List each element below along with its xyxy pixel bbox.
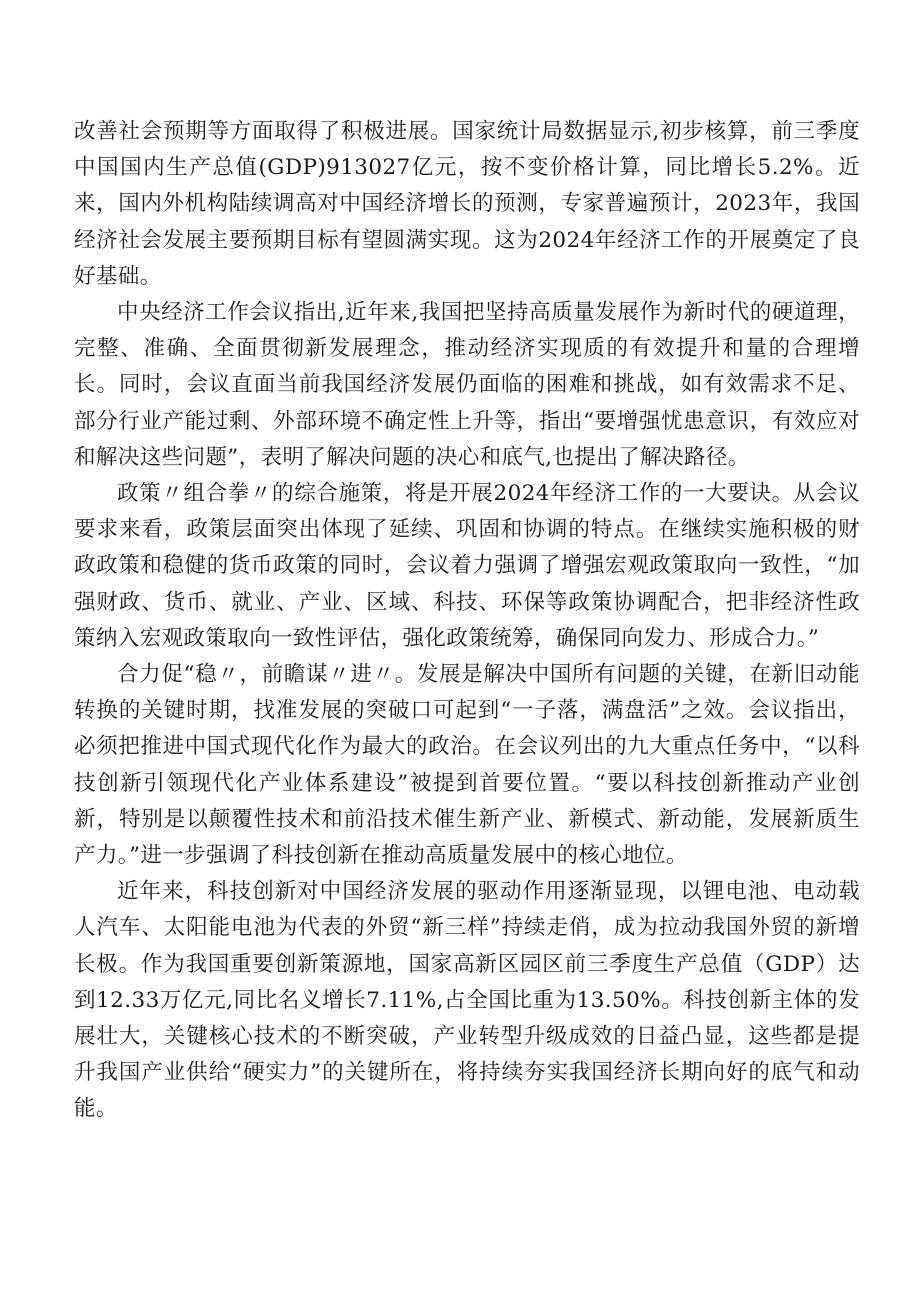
paragraph-5: 近年来，科技创新对中国经济发展的驱动作用逐渐显现，以锂电池、电动载人汽车、太阳能电池为代表的外贸“新三样”持续走俏，成为拉动我国外贸的新增长极。作为我国重要创新策源地，国家高新区园区前三季度生产总值（GDP）达到12.33万亿元,同比名义增长7.11%,占全国比重为13.50%。科技创新主体的发展壮大，关键核心技术的不断突破，产业转型升级成效的日益凸显，这些都是提升我国产业供给“硬实力”的关键所在，将持续夯实我国经济长期向好的底气和动能。 — [74, 879, 860, 1122]
paragraph-1: 改善社会预期等方面取得了积极进展。国家统计局数据显示,初步核算，前三季度中国国内生产总值(GDP)913027亿元，按不变价格计算，同比增长5.2%。近来，国内外机构陆续调高对中国经济增长的预测，专家普遍预计，2023年，我国经济社会发展主要预期目标有望圆满实现。这为2024年经济工作的开展奠定了良好基础。 — [74, 119, 860, 289]
paragraph-4: 合力促“稳〃，前瞻谋〃进〃。发展是解决中国所有问题的关键，在新旧动能转换的关键时期，找准发展的突破口可起到“一子落，满盘活”之效。会议指出，必须把推进中国式现代化作为最大的政治。在会议列出的九大重点任务中，“以科技创新引领现代化产业体系建设”被提到首要位置。“要以科技创新推动产业创新，特别是以颠覆性技术和前沿技术催生新产业、新模式、新动能，发展新质生产力。”进一步强调了科技创新在推动高质量发展中的核心地位。 — [74, 662, 860, 869]
document-body — [74, 114, 860, 1128]
paragraph-2: 中央经济工作会议指出,近年来,我国把坚持高质量发展作为新时代的硬道理，完整、准确、全面贯彻新发展理念，推动经济实现质的有效提升和量的合理增长。同时，会议直面当前我国经济发展仍面临的困难和挑战，如有效需求不足、部分行业产能过剩、外部环境不确定性上升等，指出“要增强忧患意识，有效应对和解决这些问题”，表明了解决问题的决心和底气,也提出了解决路径。 — [74, 300, 860, 470]
paragraph-3: 政策〃组合拳〃的综合施策，将是开展2024年经济工作的一大要诀。从会议要求来看，政策层面突出体现了延续、巩固和协调的特点。在继续实施积极的财政政策和稳健的货币政策的同时，会议着力强调了增强宏观政策取向一致性，“加强财政、货币、就业、产业、区域、科技、环保等政策协调配合，把非经济性政策纳入宏观政策取向一致性评估，强化政策统筹，确保同向发力、形成合力。” — [74, 481, 860, 651]
